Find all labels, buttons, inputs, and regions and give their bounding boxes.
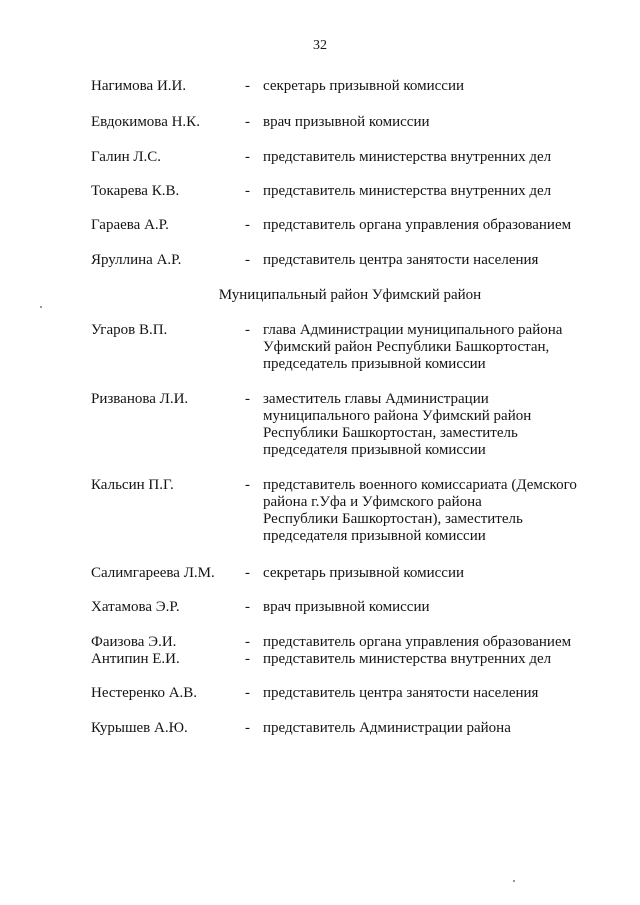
separator-dash: - [245,78,250,94]
member-name: Галин Л.С. [91,149,162,165]
member-role [263,217,603,234]
member-role-line: Республики Башкортостан, заместитель [263,425,518,441]
separator-dash: - [245,217,250,233]
separator-dash: - [245,565,250,581]
member-role [263,720,603,737]
member-role-line: председателя призывной комиссии [263,442,486,458]
member-role [263,322,603,373]
member-name: Хатамова Э.Р. [91,599,180,615]
member-name: Салимгареева Л.М. [91,565,215,581]
member-role-line: секретарь призывной комиссии [263,78,465,94]
member-role-line: Республики Башкортостан), заместитель [263,511,523,527]
separator-dash: - [245,149,250,165]
member-name: Нестеренко А.В. [91,685,198,701]
member-name: Ризванова Л.И. [91,391,189,407]
member-role [263,391,603,459]
member-role-line: представитель органа управления образованием [263,217,572,233]
separator-dash: - [245,651,250,667]
member-role-line: представитель министерства внутренних дел [263,651,552,667]
scan-speck [513,880,515,882]
member-role [263,651,603,668]
member-name: Фаизова Э.И. [91,634,177,650]
member-role-line: глава Администрации муниципального района [263,322,563,338]
separator-dash: - [245,183,250,199]
member-name: Кальсин П.Г. [91,477,174,493]
separator-dash: - [245,599,250,615]
member-name: Токарева К.В. [91,183,180,199]
member-role [263,149,603,166]
section-heading: Муниципальный район Уфимский район [218,287,482,303]
member-role [263,565,603,582]
member-role-line: представитель министерства внутренних дел [263,149,552,165]
separator-dash: - [245,685,250,701]
member-role-line: председателя призывной комиссии [263,528,486,544]
member-name: Курышев А.Ю. [91,720,188,736]
member-role-line: представитель военного комиссариата (Демского [263,477,577,493]
separator-dash: - [245,391,250,407]
member-role-line: врач призывной комиссии [263,114,430,130]
member-role [263,477,603,545]
member-role [263,252,603,269]
member-role [263,599,603,616]
scan-speck [40,306,42,308]
separator-dash: - [245,477,250,493]
member-role-line: Уфимский район Республики Башкортостан, [263,339,550,355]
member-role [263,114,603,131]
member-role [263,183,603,200]
member-role-line: муниципального района Уфимский район [263,408,532,424]
member-role-line: представитель центра занятости населения [263,252,539,268]
member-role-line: представитель министерства внутренних дел [263,183,552,199]
member-role [263,78,603,95]
member-name: Нагимова И.И. [91,78,187,94]
separator-dash: - [245,252,250,268]
member-name: Евдокимова Н.К. [91,114,200,130]
page-number: 32 [313,38,327,53]
member-name: Гараева А.Р. [91,217,169,233]
member-name: Яруллина А.Р. [91,252,182,268]
member-role-line: председатель призывной комиссии [263,356,486,372]
member-role-line: представитель органа управления образованием [263,634,572,650]
separator-dash: - [245,720,250,736]
member-role-line: заместитель главы Администрации [263,391,489,407]
member-role-line: района г.Уфа и Уфимского района [263,494,482,510]
member-role-line: представитель Администрации района [263,720,511,736]
member-role-line: представитель центра занятости населения [263,685,539,701]
member-name: Угаров В.П. [91,322,168,338]
separator-dash: - [245,322,250,338]
member-role-line: врач призывной комиссии [263,599,430,615]
separator-dash: - [245,114,250,130]
separator-dash: - [245,634,250,650]
member-role-line: секретарь призывной комиссии [263,565,465,581]
member-role [263,685,603,702]
member-name: Антипин Е.И. [91,651,180,667]
member-role [263,634,603,651]
